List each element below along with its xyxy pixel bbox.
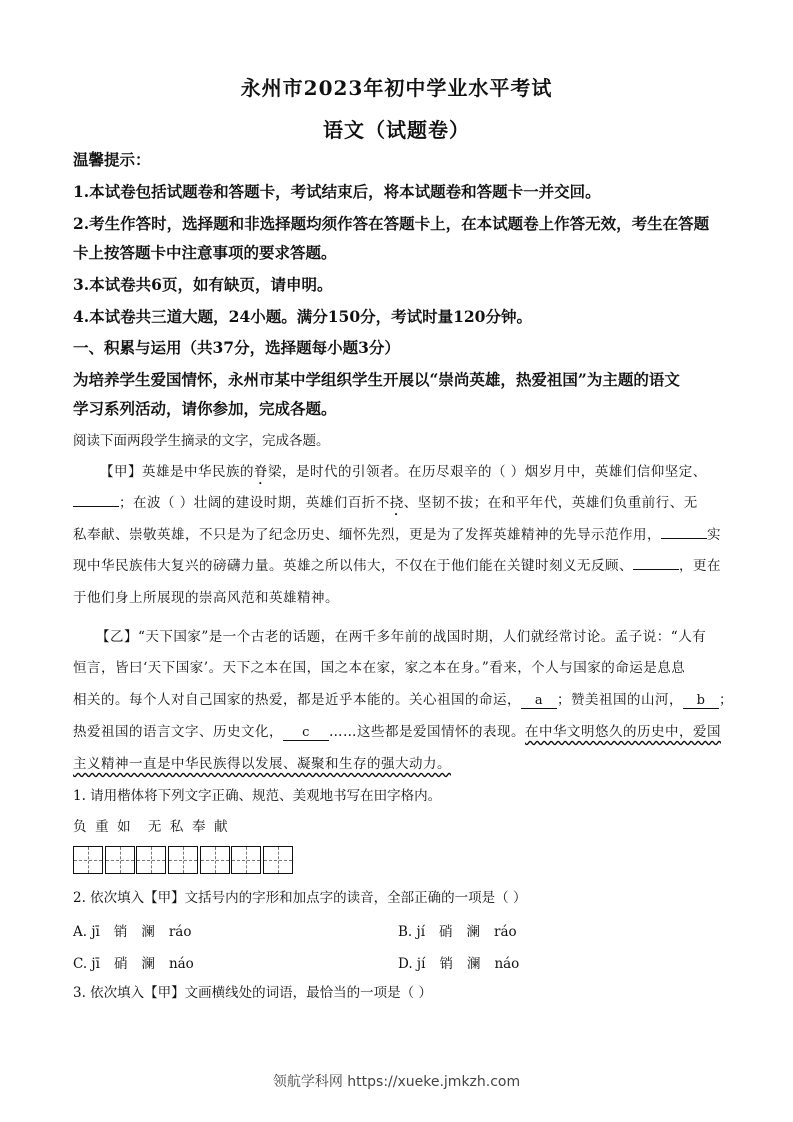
tip-4: 4.本试卷共三道大题，24小题。满分150分，考试时量120分钟。 — [73, 307, 532, 326]
option-text: 澜 — [141, 956, 155, 972]
dotted-char: 脊 — [254, 464, 268, 480]
exam-subtitle: 语文（试题卷） — [323, 118, 470, 142]
option-text: náo — [168, 956, 194, 972]
question-1: 1. 请用楷体将下列文字正确、规范、美观地书写在田字格内。 — [73, 788, 442, 804]
option-text: B. jí — [398, 924, 426, 940]
tip-2-line-1: 2.考生作答时，选择题和非选择题均须作答在答题卡上，在本试题卷上作答无效，考生在答题 — [73, 214, 710, 233]
blank-a: a — [521, 694, 557, 709]
jia-text: ；在波（ ）壮阔的建设时期，英雄们百折不 — [119, 495, 390, 511]
dotted-char: 挠 — [389, 495, 404, 511]
tianzige-cell — [73, 846, 103, 874]
yi-line-1: 【乙】“天下国家”是一个古老的话题，在两千多年前的战国时期，人们就经常讨论。孟子说：“人有 — [96, 629, 707, 645]
fill-blank — [633, 557, 679, 570]
tip-1: 1.本试卷包括试题卷和答题卡，考试结束后，将本试题卷和答题卡一并交回。 — [73, 182, 601, 201]
tips-heading: 温馨提示： — [73, 150, 151, 169]
option-d — [398, 952, 533, 972]
tianzige-cell — [231, 846, 261, 874]
blank-c: c — [283, 726, 329, 741]
section-intro-line-2: 学习系列活动，请你参加，完成各题。 — [73, 399, 337, 418]
tianzige-cell — [136, 846, 166, 874]
fill-blank — [73, 494, 119, 507]
tianzige-cell — [263, 846, 293, 874]
q1-characters: 负 重 如 无 私 奉 献 — [73, 819, 228, 835]
section-intro-line-1: 为培养学生爱国情怀，永州市某中学组织学生开展以“崇尚英雄，热爱祖国”为主题的语文 — [73, 370, 680, 389]
jia-line-3 — [73, 525, 723, 545]
option-text: A. jī — [73, 924, 100, 940]
fill-blank — [661, 526, 707, 539]
reading-instruction: 阅读下面两段学生摘录的文字，完成各题。 — [73, 433, 330, 449]
jia-text: 实 — [707, 527, 721, 543]
tianzige-cell — [200, 846, 230, 874]
option-text: 销 — [113, 924, 128, 940]
option-text: 硝 — [439, 924, 453, 940]
option-text: 澜 — [466, 924, 481, 940]
jia-line-5: 于他们身上所展现的崇高风范和英雄精神。 — [73, 590, 339, 606]
jia-line-4 — [73, 556, 723, 576]
tianzige-cell — [168, 846, 198, 874]
option-text: ráo — [168, 924, 192, 940]
yi-text: ； — [719, 692, 733, 708]
yi-text: 相关的。每个人对自己国家的热爱，都是近乎本能的。关心祖国的命运， — [73, 692, 521, 708]
yi-line-3 — [73, 690, 733, 710]
wavy-underlined-text: 在中华文明悠久的历史中，爱国 — [525, 724, 721, 740]
option-text: ráo — [494, 924, 517, 940]
yi-text: 热爱祖国的语言文字、历史文化， — [73, 724, 283, 740]
section-heading: 一、积累与运用（共37分，选择题每小题3分） — [73, 338, 400, 357]
option-text: 硝 — [113, 956, 128, 972]
jia-text: 【甲】英雄是中华民族的 — [100, 464, 254, 480]
yi-text: ……这些都是爱国情怀的表现。 — [329, 724, 525, 740]
option-text: 澜 — [466, 956, 481, 972]
tip-2-line-2: 卡上按答题卡中注意事项的要求答题。 — [73, 243, 337, 262]
yi-line-5 — [73, 754, 723, 774]
yi-text: ；赞美祖国的山河， — [557, 692, 683, 708]
question-3: 3. 依次填入【甲】文画横线处的词语，最恰当的一项是（ ） — [73, 985, 432, 1001]
tianzige-grid — [73, 846, 295, 874]
option-text: náo — [494, 956, 520, 972]
jia-text: ，更在 — [679, 558, 721, 574]
jia-text: 、坚韧不拔；在和平年代，英雄们负重前行、无 — [403, 495, 698, 511]
option-text: D. jí — [398, 956, 426, 972]
option-c — [73, 952, 208, 972]
exam-title: 永州市2023年初中学业水平考试 — [240, 76, 553, 100]
option-a — [73, 920, 205, 940]
jia-line-2 — [73, 493, 723, 519]
wavy-underlined-text: 主义精神一直是中华民族得以发展、凝聚和生存的强大动力。 — [73, 756, 451, 772]
jia-text: 现中华民族伟大复兴的磅礴力量。英雄之所以伟大，不仅在于他们能在关键时刻义无反顾、 — [73, 558, 633, 574]
yi-line-4 — [73, 722, 723, 742]
jia-text: 梁，是时代的引领者。在历尽艰辛的（ ）烟岁月中，英雄们信仰坚定、 — [268, 464, 707, 480]
blank-b: b — [683, 694, 719, 709]
jia-text: 私奉献、崇敬英雄，不只是为了纪念历史、缅怀先烈，更是为了发挥英雄精神的先导示范作用， — [73, 527, 661, 543]
option-text: 销 — [439, 956, 453, 972]
tianzige-cell — [105, 846, 135, 874]
option-text: 澜 — [141, 924, 155, 940]
option-b — [398, 920, 531, 940]
yi-line-2: 恒言，皆曰‘天下国家’。天下之本在国，国之本在家，家之本在身。”看来，个人与国家的命运是息息 — [73, 660, 686, 676]
option-text: C. jī — [73, 956, 100, 972]
tip-3: 3.本试卷共6页，如有缺页，请申明。 — [73, 275, 333, 294]
question-2: 2. 依次填入【甲】文括号内的字形和加点字的读音，全部正确的一项是（ ） — [73, 890, 527, 906]
footer-watermark: 领航学科网 https://xueke.jmkzh.com — [272, 1074, 521, 1090]
jia-line-1 — [100, 462, 723, 488]
